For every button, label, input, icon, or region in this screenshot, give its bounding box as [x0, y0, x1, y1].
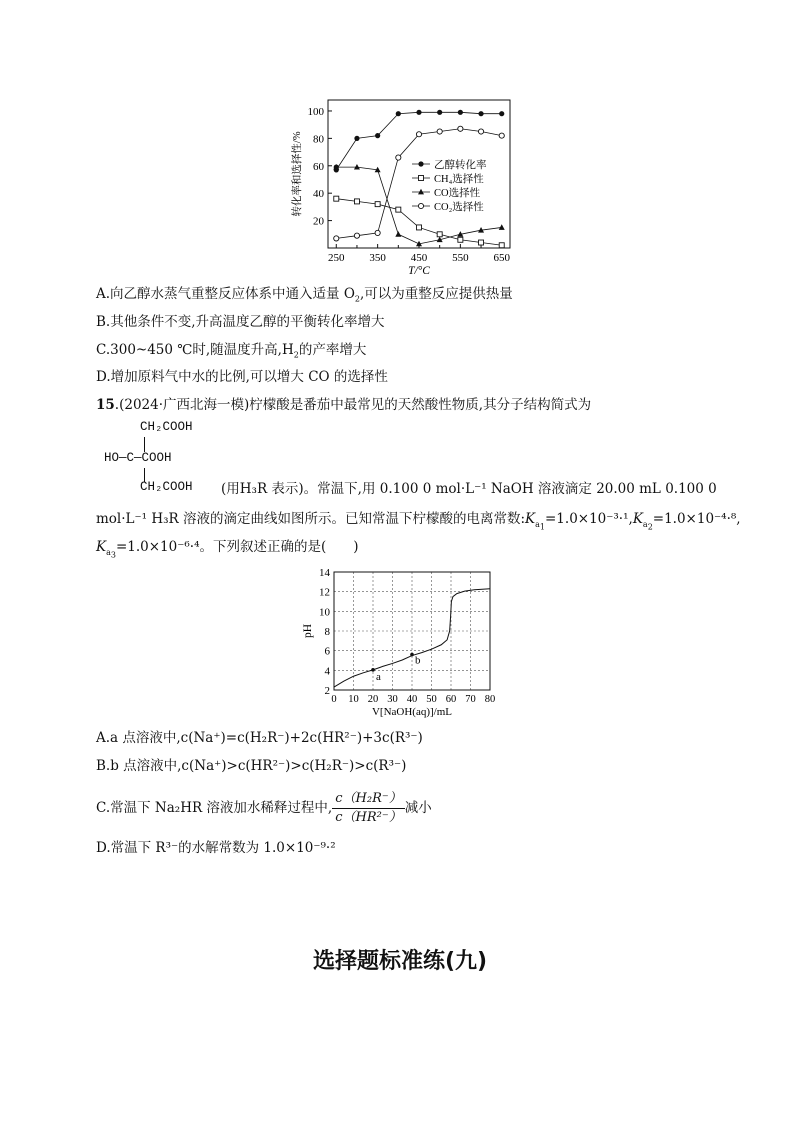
point-a-marker	[371, 668, 375, 672]
point-b-label: b	[415, 654, 421, 667]
y-tick-label: 20	[313, 215, 324, 228]
data-point	[458, 126, 463, 131]
point-b-marker	[410, 653, 414, 657]
x-axis-label: T/°C	[408, 265, 430, 277]
struct-bottom-group: CH₂COOH	[140, 480, 193, 494]
x-tick-label: 650	[493, 252, 510, 264]
data-point	[437, 232, 442, 237]
data-point	[354, 233, 359, 238]
legend-label: CH₄选择性	[434, 174, 484, 185]
q15-option-d: D.常温下 R³⁻的水解常数为 1.0×10⁻⁹·²	[96, 840, 336, 856]
y-tick-label: 100	[307, 105, 324, 118]
q14-option-d: D.增加原料气中水的比例,可以增大 CO 的选择性	[96, 369, 388, 385]
data-point	[395, 231, 401, 237]
legend-marker	[418, 161, 423, 166]
y-tick-label: 8	[324, 626, 330, 638]
x-tick-label: 50	[426, 694, 437, 705]
x-tick-label: 10	[348, 694, 359, 705]
legend-label: 乙醇转化率	[434, 160, 487, 171]
q14-option-a: A.向乙醇水蒸气重整反应体系中通入适量 $O_2$,可以为重整反应提供热量	[96, 286, 513, 304]
legend-label: CO选择性	[434, 188, 481, 199]
y-axis-label: 转化率和选择性/%	[292, 131, 303, 217]
data-point	[334, 165, 339, 170]
data-point	[499, 133, 504, 138]
data-point	[354, 136, 359, 141]
data-point	[396, 207, 401, 212]
legend-marker	[418, 203, 423, 208]
concentration-ratio-fraction: $\frac{\text{c（H₂R⁻）}}{\text{c（HR²⁻）}}$	[332, 790, 404, 827]
data-point	[437, 110, 442, 115]
x-tick-label: 60	[445, 694, 457, 705]
q15-option-b: B.b 点溶液中,c(Na⁺)>c(HR²⁻)>c(H₂R⁻)>c(R³⁻)	[96, 758, 407, 774]
data-point	[396, 111, 401, 116]
data-point	[499, 243, 504, 248]
q15-stem-line1: 15.(2024·广西北海一模)柠檬酸是番茄中最常见的天然酸性物质,其分子结构简式为	[96, 397, 592, 413]
y-tick-label: 40	[313, 188, 324, 201]
data-point	[334, 196, 339, 201]
x-tick-label: 250	[328, 252, 345, 264]
q14-option-b: B.其他条件不变,升高温度乙醇的平衡转化率增大	[96, 314, 385, 330]
data-point	[396, 155, 401, 160]
q15-stem-line2: (用H₃R 表示)。常温下,用 0.100 0 mol·L⁻¹ NaOH 溶液滴定 20.00 mL 0.100 0	[221, 481, 717, 497]
y-tick-label: 6	[324, 645, 330, 658]
data-point	[375, 202, 380, 207]
x-tick-label: 30	[387, 694, 398, 705]
struct-top-group: CH₂COOH	[140, 420, 193, 434]
conversion-selectivity-chart	[288, 96, 518, 278]
x-tick-label: 80	[484, 694, 496, 705]
data-point	[416, 110, 421, 115]
data-point	[375, 230, 380, 235]
point-a-label: a	[376, 670, 381, 683]
data-point	[479, 240, 484, 245]
data-point	[437, 129, 442, 134]
section-title: 选择题标准练(九)	[312, 949, 488, 974]
q15-option-c: C.常温下 Na₂HR 溶液加水稀释过程中, $\frac{\text{c（H₂R⁻）}}{\text{c（HR²⁻）}}$ 减小	[96, 791, 432, 825]
data-point	[499, 111, 504, 116]
y-tick-label: 80	[313, 133, 324, 146]
data-point	[478, 111, 483, 116]
q14-option-c: C.300~450 ℃时,随温度升高$,H_2$的产率增大	[96, 342, 367, 360]
x-tick-label: 550	[452, 252, 469, 264]
data-point	[354, 199, 359, 204]
y-tick-label: 2	[324, 685, 330, 697]
data-point	[478, 129, 483, 134]
y-tick-label: 60	[313, 160, 324, 173]
x-tick-label: 0	[331, 694, 337, 705]
x-tick-label: 70	[465, 694, 476, 705]
x-tick-label: 450	[410, 252, 428, 264]
x-axis-label: V[NaOH(aq)]/mL	[371, 706, 453, 718]
q15-option-a: A.a 点溶液中,c(Na⁺)=c(H₂R⁻)+2c(HR²⁻)+3c(R³⁻)	[96, 730, 423, 746]
citric-acid-structure	[104, 420, 224, 500]
y-tick-label: 12	[319, 586, 330, 599]
data-point	[458, 237, 463, 242]
x-tick-label: 40	[406, 694, 418, 705]
data-point	[416, 132, 421, 137]
question-number: 15	[96, 397, 115, 413]
titration-curve-chart	[298, 562, 508, 722]
y-tick-label: 4	[324, 665, 330, 678]
y-axis-label: pH	[302, 623, 314, 639]
data-point	[417, 225, 422, 230]
q15-stem-line4: $K_{a_3}=1.0\times 10^{-6}\cdot^4$。下列叙述正确的是( )	[96, 539, 359, 560]
struct-middle: HO—C—COOH	[104, 451, 172, 465]
y-tick-label: 10	[319, 606, 330, 619]
data-point	[375, 133, 380, 138]
y-tick-label: 14	[319, 567, 330, 579]
x-tick-label: 20	[367, 694, 379, 705]
struct-bond-top	[144, 437, 145, 452]
x-tick-label: 350	[369, 252, 386, 264]
q15-stem-line3: mol·L⁻¹ H₃R 溶液的滴定曲线如图所示。已知常温下柠檬酸的电离常数$:K_{a_1}=1.0\times 10^{-3}\cdot^1,K_{a_2}=1.0\times 10^{-4}\cdot^8$,	[96, 511, 741, 532]
data-point	[458, 110, 463, 115]
data-point	[334, 236, 339, 241]
data-point	[499, 224, 505, 230]
legend-marker	[419, 176, 424, 181]
legend-label: CO₂选择性	[434, 202, 484, 213]
